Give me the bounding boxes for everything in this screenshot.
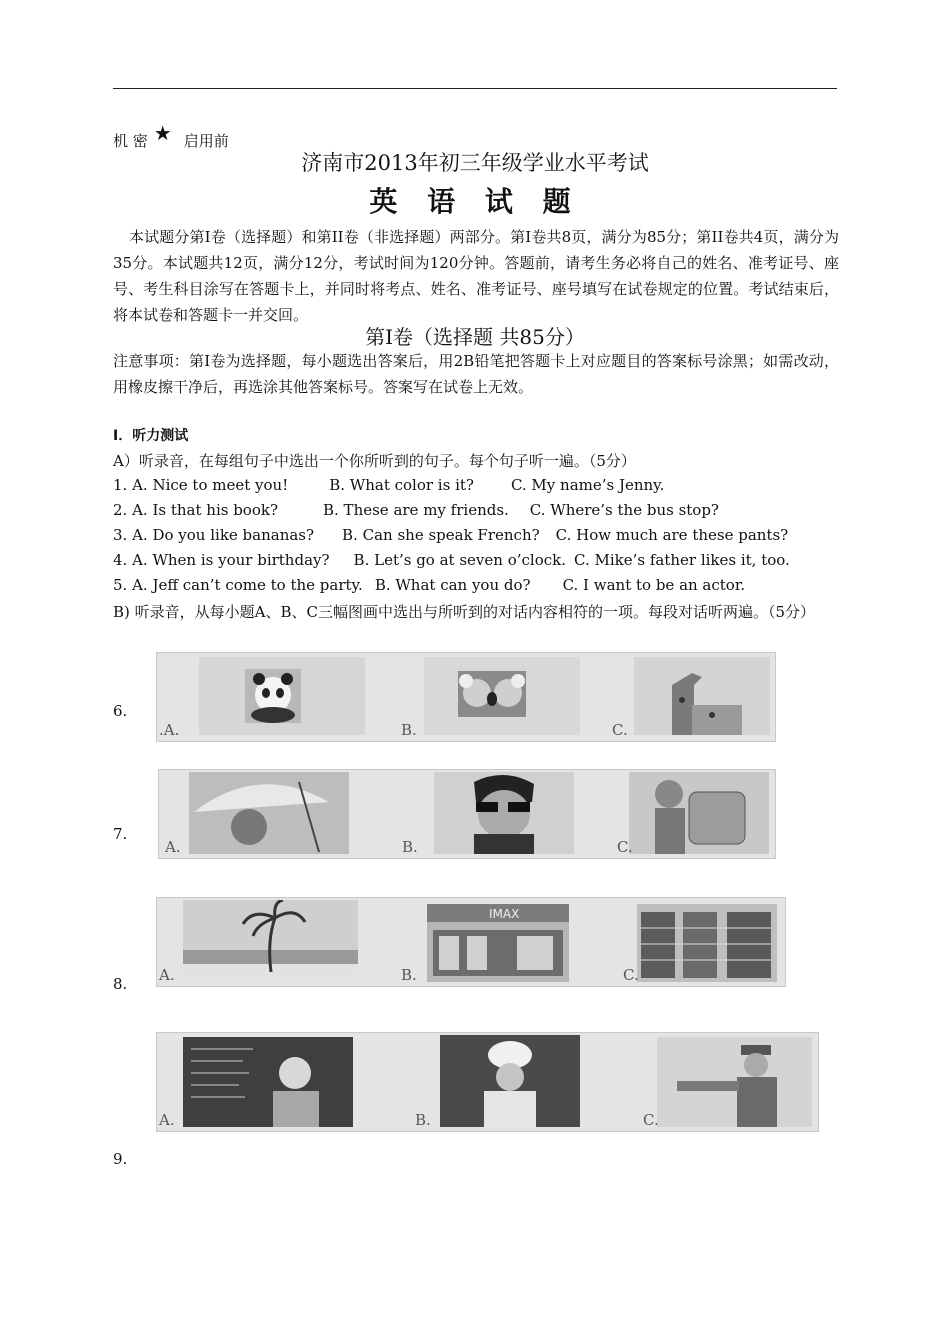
teacher-picture — [183, 1037, 353, 1127]
confidential-mark: 机 密 ★ 启用前 — [113, 121, 229, 150]
section1-title: 第I卷（选择题 共85分） — [365, 325, 585, 349]
option-label: A. — [165, 838, 181, 856]
question-row: 2. A. Is that his book? B. These are my friends. C. Where’s the bus stop? — [113, 501, 719, 519]
question-row: 4. A. When is your birthday? B. Let’s go at seven o’clock. C. Mike’s father likes it, too. — [113, 551, 790, 569]
option-c: C. I want to be an actor. — [562, 576, 746, 594]
option-label: .A. — [159, 721, 180, 739]
partB-instruction: B) 听录音，从每小题A、B、C三幅图画中选出与所听到的对话内容相符的一项。每段对话听两遍。（5分） — [113, 603, 816, 621]
question-number: 6. — [113, 702, 128, 720]
star-icon: ★ — [153, 121, 172, 145]
panda-picture — [197, 655, 367, 737]
police-officer-picture — [657, 1037, 812, 1127]
top-rule — [113, 88, 837, 89]
option-label: B. — [415, 1111, 431, 1129]
imax-cinema-picture — [427, 904, 569, 982]
option-label: C. — [643, 1111, 659, 1129]
imax-sign: IMAX — [489, 907, 520, 921]
question-row: 3. A. Do you like bananas? B. Can she speak French? C. How much are these pants? — [113, 526, 789, 544]
option-b: B. Can she speak French? — [342, 526, 540, 544]
exam-title: 济南市2013年初三年级学业水平考试 — [301, 151, 649, 175]
option-c: C. Where’s the bus stop? — [529, 501, 719, 519]
beach-palm-picture — [183, 900, 358, 982]
option-label: B. — [402, 838, 418, 856]
option-label: A. — [159, 966, 175, 984]
question-number: 7. — [113, 825, 128, 843]
option-label: A. — [159, 1111, 175, 1129]
part1-heading: I．听力测试 — [113, 428, 189, 444]
option-b: B. These are my friends. — [323, 501, 509, 519]
sunglasses-man-picture — [434, 772, 574, 854]
question-row: 5. A. Jeff can’t come to the party. B. What can you do? C. I want to be an actor. — [113, 576, 746, 594]
option-c: C. How much are these pants? — [555, 526, 789, 544]
chef-picture — [440, 1035, 580, 1127]
partA-instruction: A）听录音，在每组句子中选出一个你所听到的句子。每个句子听一遍。（5分） — [113, 452, 636, 470]
koala-picture — [422, 655, 582, 737]
question-row: 1. A. Nice to meet you! B. What color is it? C. My name’s Jenny. — [113, 476, 665, 494]
option-label: B. — [401, 721, 417, 739]
backpack-girl-picture — [629, 772, 769, 854]
option-a: A. Jeff can’t come to the party. — [132, 576, 363, 594]
option-b: B. Let’s go at seven o’clock. — [353, 551, 566, 569]
option-c: C. Mike’s father likes it, too. — [574, 551, 790, 569]
option-label: C. — [617, 838, 633, 856]
subject-title: 英 语 试 题 — [369, 185, 581, 218]
umbrella-girl-picture — [189, 772, 349, 854]
option-c: C. My name’s Jenny. — [510, 476, 665, 494]
giraffe-picture — [632, 655, 772, 737]
picture-strip-q7 — [158, 769, 776, 859]
option-b: B. What can you do? — [374, 576, 531, 594]
option-a: A. Is that his book? — [132, 501, 278, 519]
option-b: B. What color is it? — [329, 476, 474, 494]
option-label: C. — [623, 966, 639, 984]
intro-paragraph: 本试题分第I卷（选择题）和第II卷（非选择题）两部分。第I卷共8页，满分为85分；第II卷共4页，满分为35分。本试题共12页，满分12分，考试时间为120分钟。答题前，请考生务必将自己的姓名、准考证号、座号、考生科目涂写在答题卡上，并同时将考点、姓名、准考证号、座号填写在试卷规定的位置。考试结束后，将本试卷和答题卡一并交回。 — [113, 228, 839, 324]
option-a: A. Do you like bananas? — [132, 526, 315, 544]
question-number: 8. — [113, 975, 128, 993]
option-a: A. When is your birthday? — [132, 551, 330, 569]
picture-strip-q6 — [156, 652, 776, 742]
notice-paragraph: 注意事项：第I卷为选择题，每小题选出答案后，用2B铅笔把答题卡上对应题目的答案标号涂黑；如需改动，用橡皮擦干净后，再选涂其他答案标号。答案写在试卷上无效。 — [113, 352, 839, 396]
picture-strip-q8 — [156, 897, 786, 987]
bookstore-picture — [637, 904, 777, 982]
option-a: A. Nice to meet you! — [132, 476, 289, 494]
option-label: C. — [612, 721, 628, 739]
question-number: 9. — [113, 1150, 128, 1168]
option-label: B. — [401, 966, 417, 984]
picture-strip-q9 — [156, 1032, 819, 1132]
